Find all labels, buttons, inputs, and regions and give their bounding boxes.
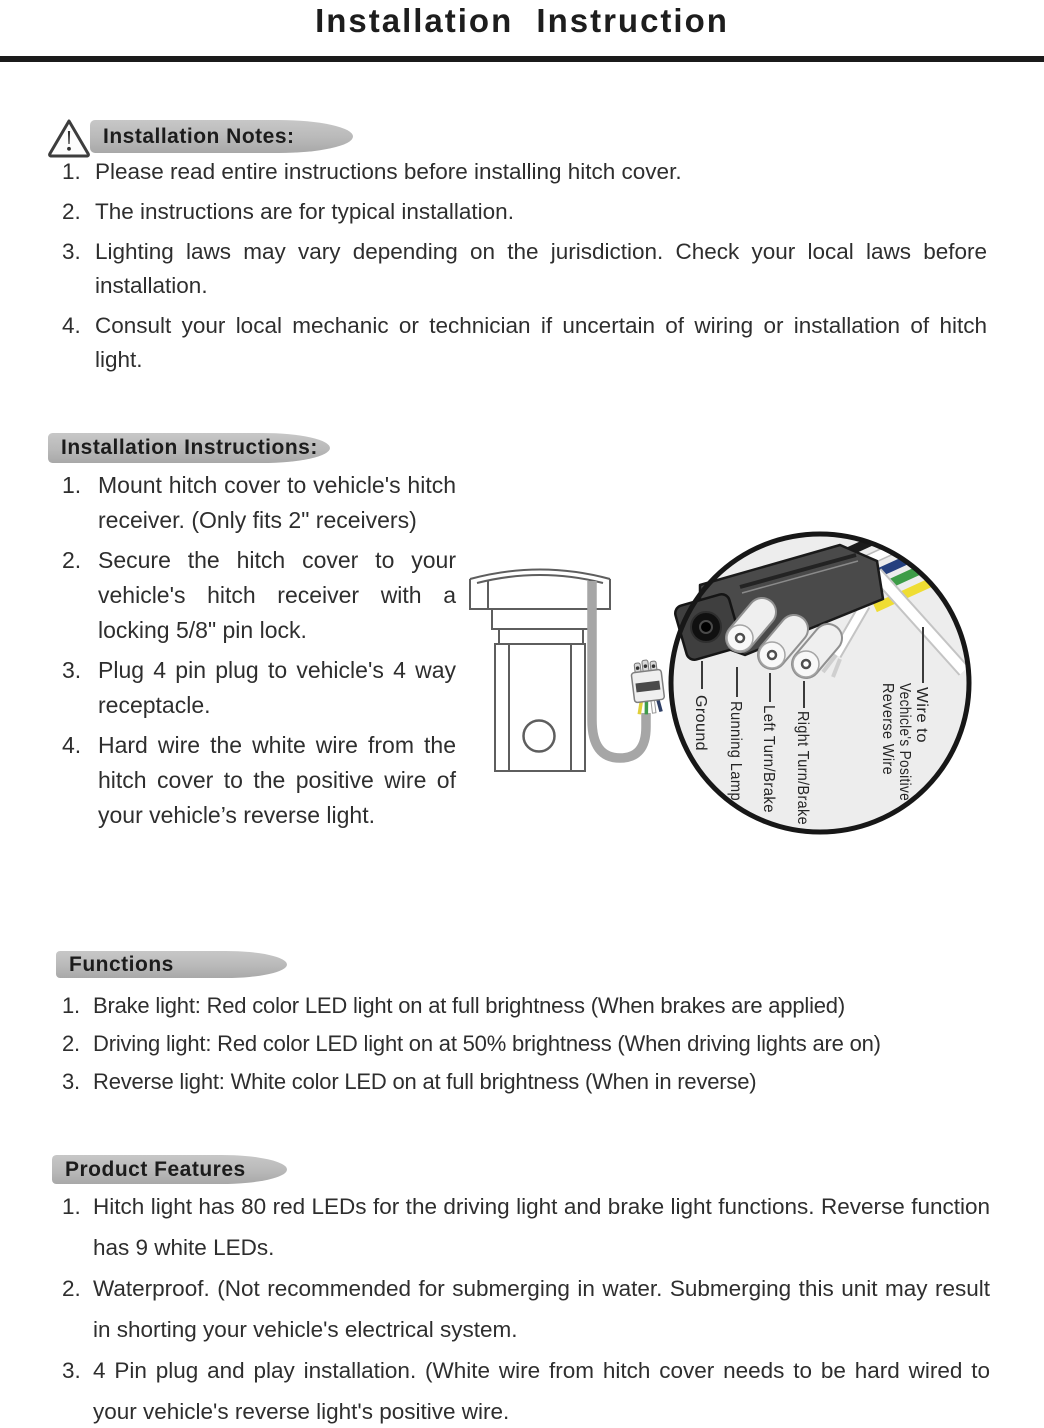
list-item: 3. 4 Pin plug and play installation. (White wire from hitch cover needs to be hard wired to your vehicle's reverse light's positive wire.	[62, 1358, 990, 1424]
list-item: 1. Mount hitch cover to vehicle's hitch receiver. (Only fits 2" receivers)	[62, 472, 456, 533]
small-4pin-plug	[630, 658, 666, 715]
section-header-product-features: Product Features	[52, 1155, 287, 1184]
installation-notes-list	[62, 155, 987, 383]
list-item: 3. Plug 4 pin plug to vehicle's 4 way receptacle.	[62, 657, 456, 718]
pin-label-ground: Ground	[692, 695, 709, 751]
installation-steps-list	[62, 468, 456, 838]
list-item: 1. Brake light: Red color LED light on at full brightness (When brakes are applied)	[62, 993, 845, 1018]
pin-label-right-turn-brake: Right Turn/Brake	[794, 711, 811, 838]
pin-label-left-turn-brake: Left Turn/Brake	[760, 705, 777, 821]
section-header-installation-notes: Installation Notes:	[90, 120, 353, 153]
pin-label-running-lamp: Running Lamp	[727, 701, 744, 810]
list-item: 4. Hard wire the white wire from the hitch cover to the positive wire of your vehicle’s reverse light.	[62, 732, 456, 828]
list-item: 3. Reverse light: White color LED on at full brightness (When in reverse)	[62, 1069, 757, 1094]
section-header-functions: Functions	[56, 951, 287, 978]
section-header-installation-instructions: Installation Instructions:	[48, 433, 330, 463]
list-item: 2. Driving light: Red color LED light on at 50% brightness (When driving lights are on)	[62, 1031, 881, 1056]
wiring-diagram	[440, 515, 1040, 975]
list-item: 2. The instructions are for typical installation.	[62, 199, 514, 224]
list-item: 1. Hitch light has 80 red LEDs for the driving light and brake light functions. Reverse function has 9 white LEDs.	[62, 1194, 990, 1260]
warning-triangle-icon	[47, 118, 91, 158]
list-item: 1. Please read entire instructions before installing hitch cover.	[62, 159, 682, 184]
functions-list	[62, 989, 992, 1103]
list-item: 4. Consult your local mechanic or technician if uncertain of wiring or installation of hitch light.	[62, 313, 987, 372]
list-item: 3. Lighting laws may vary depending on the jurisdiction. Check your local laws before installation.	[62, 239, 987, 298]
reverse-wire-label-line1: Wire to	[913, 687, 930, 741]
reverse-wire-label-line2: Vechicle's Positive	[896, 683, 913, 822]
title-divider	[0, 56, 1044, 62]
list-item: 2. Secure the hitch cover to your vehicle's hitch receiver with a locking 5/8" pin lock.	[62, 547, 456, 643]
list-item: 2. Waterproof. (Not recommended for submerging in water. Submerging this unit may result in shorting your vehicle's electrical system.	[62, 1276, 990, 1342]
reverse-wire-label-line3: Reverse Wire	[879, 683, 896, 785]
pin-hole	[524, 721, 555, 752]
page-title: Installation Instruction	[315, 2, 729, 39]
product-features-list	[62, 1186, 990, 1428]
